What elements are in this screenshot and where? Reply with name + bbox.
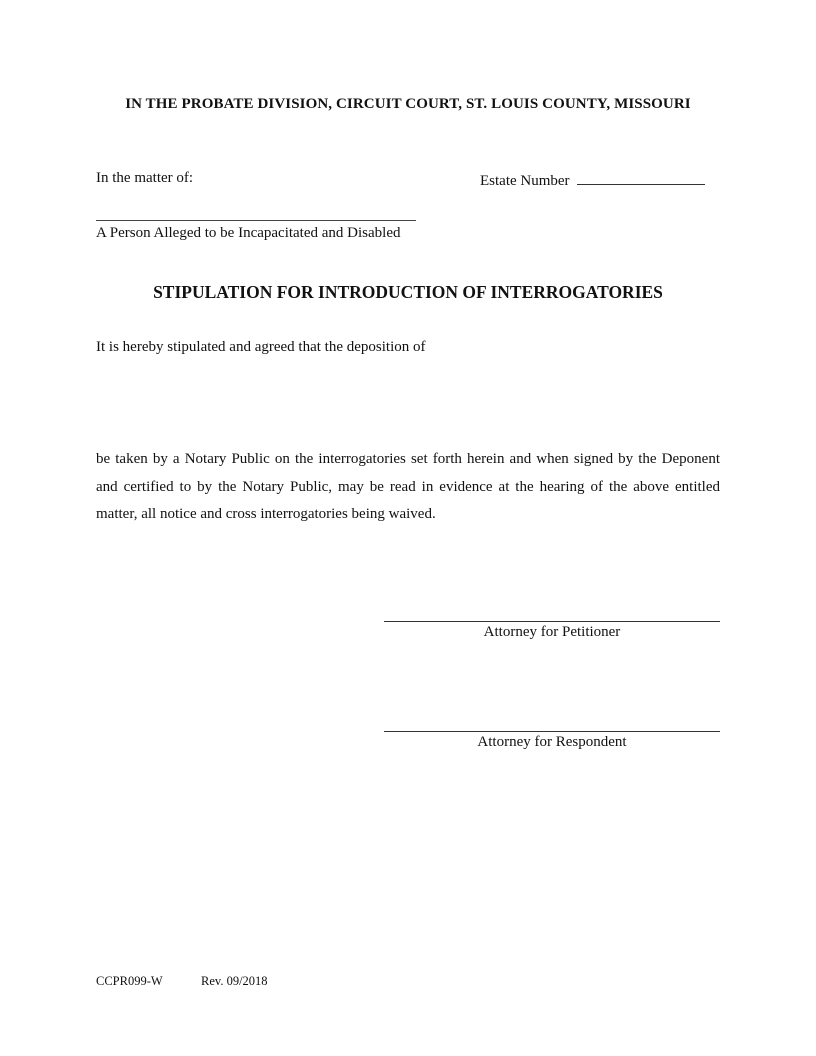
body-paragraph: be taken by a Notary Public on the interrogatories set forth herein and when signed by the Deponent and certified to by the Notary Public, may be read in evidence at the hearing of the above entitled matter, all notice and cross interrogatories being waived. [96,451,720,522]
estate-number-label: Estate Number [480,173,570,189]
respondent-name-line[interactable] [96,220,416,221]
estate-number-line [480,170,705,190]
revision-code: Rev. 09/2018 [201,974,268,988]
respondent-signature-line[interactable] [384,731,720,732]
form-code: CCPR099-W [96,974,163,988]
court-heading: IN THE PROBATE DIVISION, CIRCUIT COURT, ST. LOUIS COUNTY, MISSOURI [125,96,691,112]
intro-text: It is hereby stipulated and agreed that the deposition of [96,339,426,355]
respondent-caption: A Person Alleged to be Incapacitated and Disabled [96,225,401,241]
petitioner-signature-line[interactable] [384,621,720,622]
estate-number-field[interactable] [577,170,705,185]
petitioner-signature-caption: Attorney for Petitioner [483,624,621,640]
matter-label: In the matter of: [96,170,194,186]
document-title: STIPULATION FOR INTRODUCTION OF INTERROGATORIES [153,282,663,302]
respondent-signature-caption: Attorney for Respondent [477,734,627,750]
